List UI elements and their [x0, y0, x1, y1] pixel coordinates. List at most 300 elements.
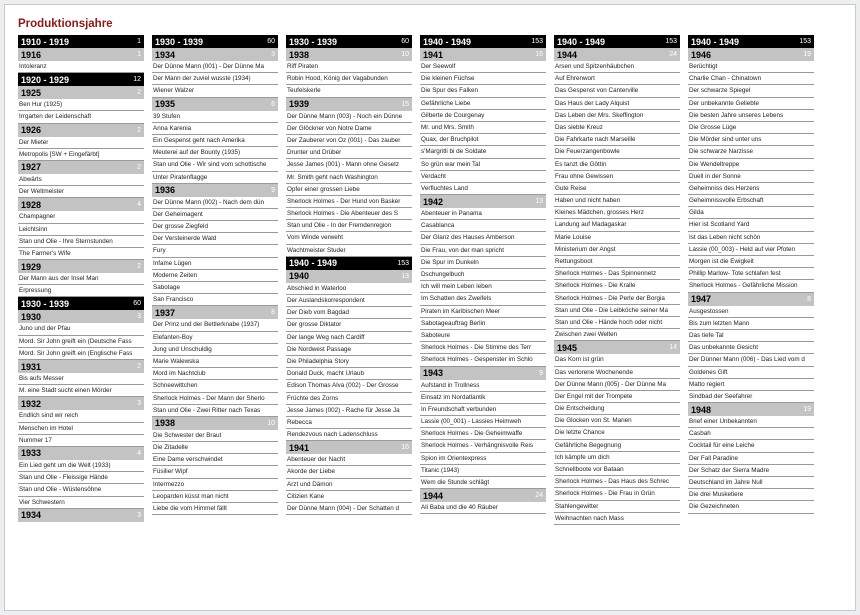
decade-label: 1930 - 1939	[289, 36, 338, 47]
film-entry: Der Mieter	[18, 137, 144, 149]
film-entry: Geheimnissvolle Erbschaft	[688, 195, 814, 207]
film-entry: Abschied in Waterloo	[286, 283, 412, 295]
film-entry: Brief einer Unbekannten	[688, 416, 814, 428]
year-header	[554, 48, 680, 61]
film-entry: Landung auf Madagaskar	[554, 219, 680, 231]
film-entry: Spion im Orientexpress	[420, 453, 546, 465]
decade-header	[554, 35, 680, 48]
year-label: 1916	[21, 49, 42, 60]
film-entry: Der Fall Paradine	[688, 453, 814, 465]
film-entry: So grün war mein Tal	[420, 159, 546, 171]
film-entry: Deutschland im Jahre Null	[688, 477, 814, 489]
film-entry: Drunter und Drüber	[286, 147, 412, 159]
film-entry: Der Prinz und der Bettlerknabe (1937)	[152, 319, 278, 331]
film-entry: Saboteure	[420, 330, 546, 342]
column-1	[18, 35, 144, 522]
film-entry: Duell in der Sonne	[688, 171, 814, 183]
year-count: 24	[535, 492, 543, 500]
year-header	[286, 270, 412, 283]
film-entry: Eine Dame verschwindet	[152, 454, 278, 466]
film-entry: Wiener Walzer	[152, 85, 278, 97]
film-entry: Mord im Nachtclub	[152, 368, 278, 380]
film-entry: Die Wendeltreppe	[688, 159, 814, 171]
film-entry: Sabotage	[152, 282, 278, 294]
film-entry: Der Engel mit der Trompete	[554, 391, 680, 403]
film-entry: Der Dünne Mann (004) - Der Schatten d	[286, 503, 412, 515]
film-entry: Ein Lied geht um die Welt (1933)	[18, 460, 144, 472]
year-label: 1929	[21, 261, 42, 272]
film-entry: Moderne Zeiten	[152, 270, 278, 282]
film-entry: Lassie (00_001) - Lassies Heimweh	[420, 416, 546, 428]
year-header	[18, 447, 144, 460]
film-entry: Der Dünner Mann (006) - Das Lied vom d	[688, 354, 814, 366]
film-entry: Stan und Olie - Hände hoch oder nicht	[554, 317, 680, 329]
film-entry: Der Schatz der Sierra Madre	[688, 465, 814, 477]
decade-label: 1920 - 1929	[21, 74, 70, 85]
film-entry: Das Leben der Mrs. Skeffington	[554, 110, 680, 122]
film-entry: Ausgestossen	[688, 306, 814, 318]
decade-count: 153	[665, 38, 677, 45]
year-count: 10	[401, 51, 409, 58]
decade-count: 153	[799, 38, 811, 45]
film-entry: Die drei Musketiere	[688, 489, 814, 501]
film-entry: Edison Thomas Alva (002) - Der Grosse	[286, 380, 412, 392]
year-label: 1925	[21, 87, 42, 98]
film-entry: Im Schatten des Zweifels	[420, 293, 546, 305]
film-entry: Ist das Leben nicht schön	[688, 232, 814, 244]
year-header	[286, 98, 412, 111]
film-entry: Metropolis [SW + Eingefärbt]	[18, 149, 144, 161]
film-entry: Sherlock Holmes - Die Perle der Borgia	[554, 293, 680, 305]
decade-header	[18, 73, 144, 86]
year-label: 1927	[21, 162, 42, 173]
film-entry: Der Versteinerde Wald	[152, 233, 278, 245]
film-entry: Das Gespenst von Canterville	[554, 85, 680, 97]
film-entry: Casbah	[688, 428, 814, 440]
film-entry: Gefährliche Liebe	[420, 98, 546, 110]
year-count: 2	[137, 126, 141, 134]
film-entry: Auf Ehrenwort	[554, 73, 680, 85]
film-entry: Leoparden küsst man nicht	[152, 491, 278, 503]
film-entry: Stan und Olie - Die Leibköche seiner Ma	[554, 305, 680, 317]
film-entry: Der Dünne Mann (003) - Noch ein Dünne	[286, 111, 412, 123]
film-entry: Der grosse Diktator	[286, 319, 412, 331]
film-entry: Sherlock Holmes - Der Hund von Basker	[286, 196, 412, 208]
film-entry: Gute Reise	[554, 183, 680, 195]
year-count: 6	[271, 100, 275, 108]
year-label: 1941	[289, 442, 310, 453]
film-entry: Stan und Olie - Ihre Sternstunden	[18, 236, 144, 248]
film-entry: Die Nordwest Passage	[286, 344, 412, 356]
year-count: 2	[137, 363, 141, 370]
film-entry: Menschen im Hotel	[18, 423, 144, 435]
film-entry: Arzt und Dämon	[286, 479, 412, 491]
year-label: 1941	[423, 49, 444, 60]
film-entry: Die Entscheidung	[554, 403, 680, 415]
year-header	[420, 489, 546, 502]
film-entry: Stan und Olie - Wüstensöhne	[18, 484, 144, 496]
year-count: 19	[803, 51, 811, 58]
column-3	[286, 35, 412, 515]
film-entry: Die kleinen Füchse	[420, 73, 546, 85]
film-entry: Der Weltmeister	[18, 186, 144, 198]
film-entry: Die Mörder sind unter uns	[688, 134, 814, 146]
film-entry: Robin Hood, König der Vagabunden	[286, 73, 412, 85]
year-header	[286, 441, 412, 454]
year-label: 1933	[21, 448, 42, 459]
year-count: 19	[803, 406, 811, 414]
film-entry: Geheimniss des Herzens	[688, 183, 814, 195]
year-label: 1928	[21, 199, 42, 210]
film-entry: Verfluchtes Land	[420, 183, 546, 195]
film-entry: Arsen und Spitzenhäubchen	[554, 61, 680, 73]
film-entry: Donald Duck, macht Urlaub	[286, 368, 412, 380]
film-entry: Der Geheimagent	[152, 209, 278, 221]
film-entry: Mr. Smith geht nach Washington	[286, 172, 412, 184]
film-entry: Stan und Olie - Wir sind vom schottische	[152, 159, 278, 171]
film-entry: Charlie Chan - Chinatown	[688, 73, 814, 85]
film-entry: Vier Schwestern	[18, 497, 144, 509]
film-entry: Irrgarten der Leidenschaft	[18, 111, 144, 123]
year-count: 9	[539, 369, 543, 377]
film-entry: 39 Stufen	[152, 111, 278, 123]
film-entry: Rebecca	[286, 417, 412, 429]
year-count: 13	[535, 198, 543, 206]
film-entry: Liebe die vom Himmel fällt	[152, 503, 278, 515]
year-header	[18, 48, 144, 61]
year-header	[18, 124, 144, 137]
film-entry: Füsilier Wipf	[152, 466, 278, 478]
film-entry: Casablanca	[420, 220, 546, 232]
film-entry: Erpressung	[18, 285, 144, 297]
decade-label: 1930 - 1939	[155, 36, 204, 47]
year-header	[688, 403, 814, 416]
film-entry: Bis aufs Messer	[18, 373, 144, 385]
year-header	[18, 260, 144, 273]
film-entry: Der Mann aus der Insel Man	[18, 273, 144, 285]
film-entry: Wachtmeister Studer	[286, 245, 412, 257]
column-2	[152, 35, 278, 515]
film-entry: Der Glöckner von Notre Dame	[286, 123, 412, 135]
year-header	[152, 184, 278, 197]
film-entry: Gefährliche Begegnung	[554, 440, 680, 452]
film-entry: Endlich sind wir reich	[18, 410, 144, 422]
film-entry: Verdacht	[420, 171, 546, 183]
film-entry: Meuterei auf der Bounty (1935)	[152, 147, 278, 159]
decade-header	[286, 257, 412, 270]
year-header	[18, 86, 144, 99]
decade-count: 153	[397, 259, 409, 267]
year-label: 1940	[289, 271, 310, 282]
film-entry: Einsatz im Nordatlantik	[420, 392, 546, 404]
year-label: 1926	[21, 125, 42, 136]
year-header	[420, 195, 546, 208]
film-entry: Der Zauberer von Oz (001) - Das zauber	[286, 135, 412, 147]
film-entry: Gilberte de Courgenay	[420, 110, 546, 122]
film-entry: Teufelskerle	[286, 85, 412, 97]
year-label: 1932	[21, 398, 42, 409]
year-count: 2	[137, 89, 141, 97]
film-entry: Stahlengewitter	[554, 501, 680, 513]
film-entry: Der lange Weg nach Cardiff	[286, 332, 412, 344]
film-entry: Der unbekannte Geliebte	[688, 98, 814, 110]
film-entry: Sindbad der Seefahrer	[688, 391, 814, 403]
film-entry: Das verlorene Wochenende	[554, 367, 680, 379]
decade-count: 1	[137, 38, 141, 45]
film-entry: Goldenes Gift	[688, 367, 814, 379]
film-entry: Mr. und Mrs. Smith	[420, 122, 546, 134]
decade-header	[18, 297, 144, 310]
film-entry: Sherlock Holmes - Die Stimme des Terr	[420, 342, 546, 354]
film-entry: Matto regiert	[688, 379, 814, 391]
film-entry: Jung und Unschuldig	[152, 344, 278, 356]
film-entry: Ministerium der Angst	[554, 244, 680, 256]
film-entry: Sabotageauftrag Berlin	[420, 318, 546, 330]
year-label: 1945	[557, 342, 578, 353]
year-header	[18, 360, 144, 373]
decade-count: 60	[401, 38, 409, 45]
film-entry: Es tanzt die Göttin	[554, 159, 680, 171]
film-entry: Zwischen zwei Welten	[554, 329, 680, 341]
film-entry: Der Dünne Mann (002) - Nach dem dün	[152, 197, 278, 209]
film-entry: Der grosse Ziegfeld	[152, 221, 278, 233]
film-entry: Elefanten-Boy	[152, 332, 278, 344]
film-entry: Rendezvous nach Ladenschluss	[286, 429, 412, 441]
year-header	[420, 367, 546, 380]
film-entry: Schnellboote vor Bataan	[554, 464, 680, 476]
year-label: 1948	[691, 404, 712, 415]
year-count: 15	[401, 100, 409, 108]
year-label: 1934	[155, 49, 176, 60]
film-entry: Abwärts	[18, 174, 144, 186]
film-entry: Der Dieb vom Bagdad	[286, 307, 412, 319]
film-entry: Das Korn ist grün	[554, 354, 680, 366]
film-entry: Ich kämpfe um dich	[554, 452, 680, 464]
film-entry: Der Glanz des Hauses Amberson	[420, 232, 546, 244]
film-entry: Sherlock Holmes - Gefährliche Mission	[688, 280, 814, 292]
decade-label: 1940 - 1949	[557, 36, 606, 47]
year-label: 1938	[155, 418, 176, 429]
year-count: 1	[137, 51, 141, 58]
film-entry: Sherlock Holmes - Verhängnisvolle Reis	[420, 440, 546, 452]
film-entry: Der Seewolf	[420, 61, 546, 73]
film-entry: San Francisco	[152, 294, 278, 306]
film-entry: Sherlock Holmes - Der Mann der Sherlo	[152, 393, 278, 405]
film-entry: M. eine Stadt sucht einen Mörder	[18, 385, 144, 397]
decade-header	[152, 35, 278, 48]
year-header	[688, 293, 814, 306]
film-entry: Infame Lügen	[152, 258, 278, 270]
year-header	[152, 48, 278, 61]
film-entry: Sherlock Holmes - Das Spinnennetz	[554, 268, 680, 280]
film-entry: Citizien Kane	[286, 491, 412, 503]
decade-header	[420, 35, 546, 48]
film-entry: Mord. Sir John greift ein (Englische Fass	[18, 348, 144, 360]
page	[4, 4, 856, 611]
year-count: 13	[401, 272, 409, 280]
film-entry: Sherlock Holmes - Gespenster im Schlo	[420, 354, 546, 366]
film-entry: Anna Karenia	[152, 123, 278, 135]
year-header	[420, 48, 546, 61]
film-entry: Früchte des Zorns	[286, 393, 412, 405]
film-entry: Weihnachten nach Mass	[554, 513, 680, 525]
year-label: 1942	[423, 196, 444, 207]
decade-label: 1940 - 1949	[289, 258, 338, 269]
film-entry: Sherlock Holmes - Das Haus des Schrec	[554, 476, 680, 488]
decade-label: 1910 - 1919	[21, 36, 70, 47]
film-entry: Wem die Stunde schlägt	[420, 477, 546, 489]
film-entry: Haben und nicht haben	[554, 195, 680, 207]
decade-header	[18, 35, 144, 48]
film-entry: Das tiefe Tal	[688, 330, 814, 342]
film-entry: Der Dünne Mann (001) - Der Dünne Ma	[152, 61, 278, 73]
decade-label: 1940 - 1949	[691, 36, 740, 47]
film-entry: Bis zum letzten Mann	[688, 318, 814, 330]
year-label: 1930	[21, 311, 42, 322]
film-entry: Die Frau, von der man spricht	[420, 245, 546, 257]
year-count: 2	[137, 263, 141, 271]
film-entry: Die Spur des Falken	[420, 85, 546, 97]
film-entry: Der Mann der zuviel wusste (1934)	[152, 73, 278, 85]
decade-label: 1930 - 1939	[21, 298, 70, 309]
film-entry: Das siebte Kreuz	[554, 122, 680, 134]
film-entry: Morgen ist die Ewigkeit	[688, 256, 814, 268]
film-entry: Die Philadelphia Story	[286, 356, 412, 368]
film-entry: Die Zitadelle	[152, 442, 278, 454]
film-entry: Akorde der Liebe	[286, 466, 412, 478]
film-entry: Stan und Olie - Fleissige Hände	[18, 472, 144, 484]
film-entry: Fury	[152, 245, 278, 257]
decade-label: 1940 - 1949	[423, 36, 472, 47]
film-entry: Rettungsboot	[554, 256, 680, 268]
year-label: 1937	[155, 307, 176, 318]
film-entry: s'Margritli bi de Soldate	[420, 146, 546, 158]
year-header	[286, 48, 412, 61]
column-5	[554, 35, 680, 525]
film-entry: Ali Baba und die 40 Räuber	[420, 502, 546, 514]
column-4	[420, 35, 546, 514]
film-entry: Die besten Jahre unseres Lebens	[688, 110, 814, 122]
film-entry: Titanic (1943)	[420, 465, 546, 477]
film-entry: Aufstand in Trollness	[420, 380, 546, 392]
year-label: 1936	[155, 185, 176, 196]
film-entry: Sherlock Holmes - Die Kralle	[554, 280, 680, 292]
year-count: 4	[137, 201, 141, 209]
film-entry: Die schwarze Narzisse	[688, 146, 814, 158]
year-label: 1946	[691, 49, 712, 60]
film-entry: Stan und Olie - Zwei Ritter nach Texas	[152, 405, 278, 417]
year-count: 24	[669, 51, 677, 58]
film-entry: Die Grosse Lüge	[688, 122, 814, 134]
year-count: 3	[271, 51, 275, 58]
year-count: 4	[137, 449, 141, 457]
film-entry: Piraten im Karibischen Meer	[420, 306, 546, 318]
year-header	[18, 161, 144, 174]
year-count: 14	[669, 344, 677, 352]
year-header	[152, 417, 278, 430]
year-label: 1938	[289, 49, 310, 60]
year-count: 8	[807, 295, 811, 303]
year-header	[688, 48, 814, 61]
film-entry: Sherlock Holmes - Die Geheimwaffe	[420, 428, 546, 440]
page-title: Produktionsjahre	[18, 18, 113, 30]
film-entry: Intermezzo	[152, 479, 278, 491]
year-count: 3	[137, 313, 141, 321]
film-entry: Marie Louise	[554, 232, 680, 244]
film-entry: Opfer einer grossen Liebe	[286, 184, 412, 196]
film-entry: Abenteuer der Nacht	[286, 454, 412, 466]
film-entry: Schneewittchen	[152, 380, 278, 392]
film-entry: Die Feuerzangenbowle	[554, 146, 680, 158]
film-entry: Jesse James (001) - Mann ohne Gesetz	[286, 159, 412, 171]
year-count: 3	[137, 400, 141, 408]
year-count: 8	[271, 309, 275, 317]
year-header	[18, 310, 144, 323]
film-entry: Cocktail für eine Leiche	[688, 440, 814, 452]
year-label: 1931	[21, 361, 42, 372]
year-label: 1939	[289, 99, 310, 110]
film-entry: Jesse James (002) - Rache für Jesse Ja	[286, 405, 412, 417]
film-entry: Ein Gespenst geht nach Amerika	[152, 135, 278, 147]
year-label: 1935	[155, 99, 176, 110]
year-count: 9	[271, 186, 275, 194]
decade-header	[688, 35, 814, 48]
film-entry: Der Dünne Mann (005) - Der Dünne Ma	[554, 379, 680, 391]
year-header	[152, 98, 278, 111]
film-entry: Unter Piratenflagge	[152, 172, 278, 184]
year-count: 16	[401, 444, 409, 452]
film-entry: Frau ohne Gewissen	[554, 171, 680, 183]
year-header	[18, 198, 144, 211]
year-header	[152, 306, 278, 319]
film-entry: The Farmer's Wife	[18, 248, 144, 260]
film-entry: Das unbekannte Gesicht	[688, 342, 814, 354]
column-6	[688, 35, 814, 514]
film-entry: Phillip Marlow- Tote schlafen fest	[688, 268, 814, 280]
decade-count: 153	[531, 38, 543, 45]
film-entry: Die Fahrkarte nach Marseille	[554, 134, 680, 146]
year-count: 10	[267, 419, 275, 427]
film-entry: Ich will mein Leben leben	[420, 281, 546, 293]
decade-count: 12	[133, 76, 141, 84]
film-entry: Quax, der Bruchpilot	[420, 134, 546, 146]
film-entry: Riff Piraten	[286, 61, 412, 73]
year-count: 16	[535, 51, 543, 58]
film-entry: Lassie (00_003) - Held auf vier Pfoten	[688, 244, 814, 256]
year-label: 1943	[423, 368, 444, 378]
film-entry: Juno und der Pfau	[18, 323, 144, 335]
film-entry: Mord. Sir John greift ein (Deutsche Fass	[18, 336, 144, 348]
year-label: 1944	[423, 490, 444, 501]
film-entry: Sherlock Holmes - Die Frau in Grün	[554, 488, 680, 500]
film-entry: Die letzte Chance	[554, 427, 680, 439]
film-entry: Intoleranz	[18, 61, 144, 73]
year-label: 1944	[557, 49, 578, 60]
film-entry: Vom Winde verweht	[286, 232, 412, 244]
year-header	[18, 509, 144, 522]
film-entry: In Freundschaft verbunden	[420, 404, 546, 416]
film-entry: Leichtsinn	[18, 224, 144, 236]
film-entry: Hier ist Scotland Yard	[688, 219, 814, 231]
film-entry: Berüchtigt	[688, 61, 814, 73]
film-entry: Champagner	[18, 211, 144, 223]
film-entry: Der schwarze Spiegel	[688, 85, 814, 97]
film-entry: Die Gezeichneten	[688, 501, 814, 513]
decade-count: 60	[133, 300, 141, 308]
film-entry: Dschungelbuch	[420, 269, 546, 281]
film-entry: Stan und Olie - In der Fremdenregion	[286, 220, 412, 232]
year-header	[554, 341, 680, 354]
